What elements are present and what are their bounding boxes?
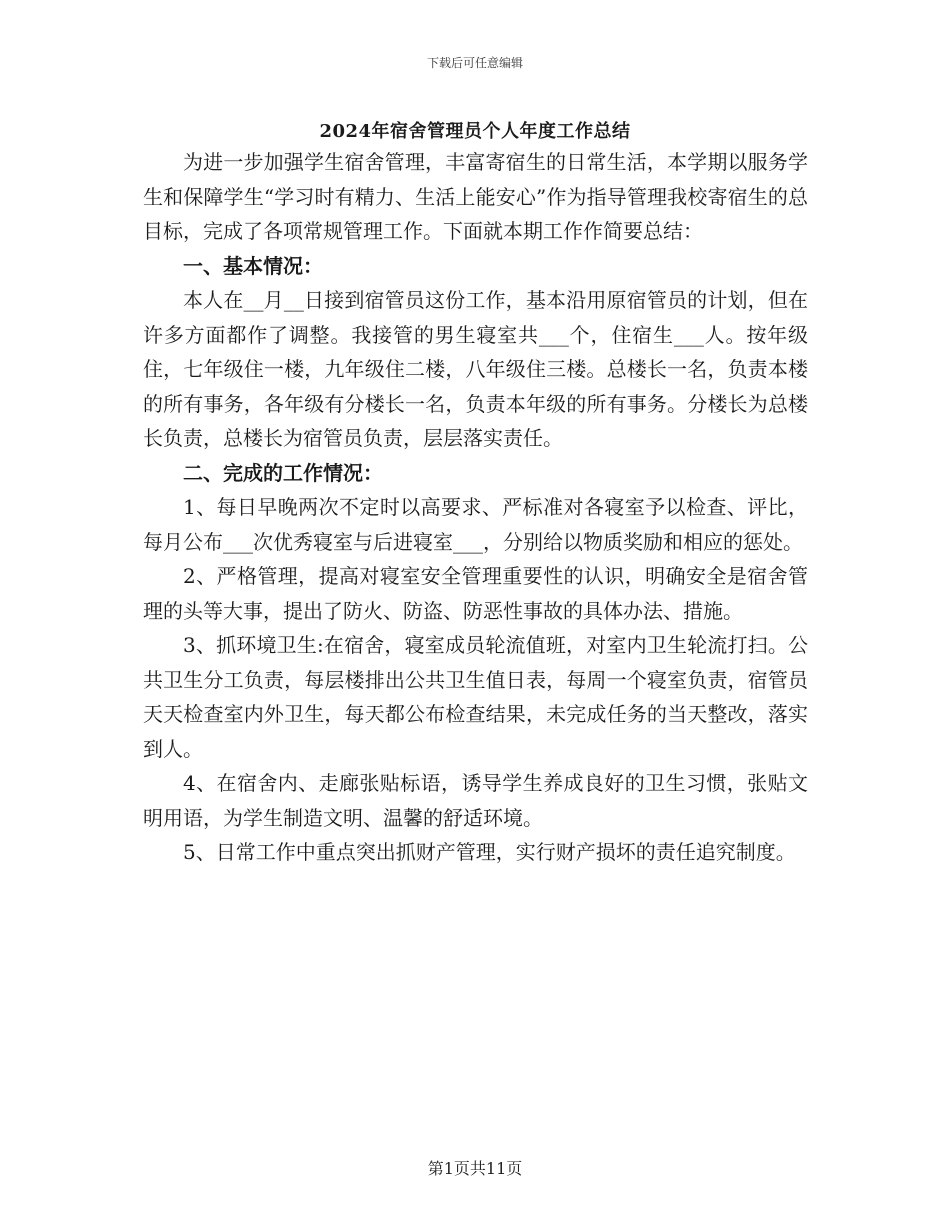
header-note: 下载后可任意编辑 xyxy=(426,56,523,70)
section-heading-basic: 一、基本情况： xyxy=(183,253,323,278)
work-item-1: 1、每日早晚两次不定时以高要求、严标准对各寝室予以检查、评比，每月公布___次优秀寝室与后进寝室___，分别给以物质奖励和相应的惩处。 xyxy=(143,495,808,554)
basic-situation-paragraph: 本人在__月__日接到宿管员这份工作，基本沿用原宿管员的计划，但在许多方面都作了调整。我接管的男生寝室共___个，住宿生___人。按年级住，七年级住一楼，九年级住二楼，八年级住三楼。总楼长一名，负责本楼的所有事务，各年级有分楼长一名，负责本年级的所有事务。分楼长为总楼长负责，总楼长为宿管员负责，层层落实责任。 xyxy=(143,288,808,450)
work-item-3: 3、抓环境卫生:在宿舍，寝室成员轮流值班，对室内卫生轮流打扫。公共卫生分工负责，每层楼排出公共卫生值日表，每周一个寝室负责，宿管员天天检查室内外卫生，每天都公布检查结果，未完成任务的当天整改，落实到人。 xyxy=(143,633,808,761)
section-heading-work: 二、完成的工作情况： xyxy=(183,460,383,485)
work-item-5: 5、日常工作中重点突出抓财产管理，实行财产损坏的责任追究制度。 xyxy=(183,840,796,864)
work-item-4: 4、在宿舍内、走廊张贴标语，诱导学生养成良好的卫生习惯，张贴文明用语，为学生制造文明、温馨的舒适环境。 xyxy=(143,771,808,830)
page-footer: 第1页共11页 xyxy=(427,1159,523,1178)
intro-paragraph: 为进一步加强学生宿舍管理，丰富寄宿生的日常生活，本学期以服务学生和保障学生“学习时有精力、生活上能安心”作为指导管理我校寄宿生的总目标，完成了各项常规管理工作。下面就本期工作作简要总结： xyxy=(143,150,808,243)
document-body xyxy=(143,145,808,870)
work-item-2: 2、严格管理，提高对寝室安全管理重要性的认识，明确安全是宿舍管理的头等大事，提出了防火、防盗、防恶性事故的具体办法、措施。 xyxy=(143,564,808,623)
page-title: 2024年宿舍管理员个人年度工作总结 xyxy=(319,121,631,142)
